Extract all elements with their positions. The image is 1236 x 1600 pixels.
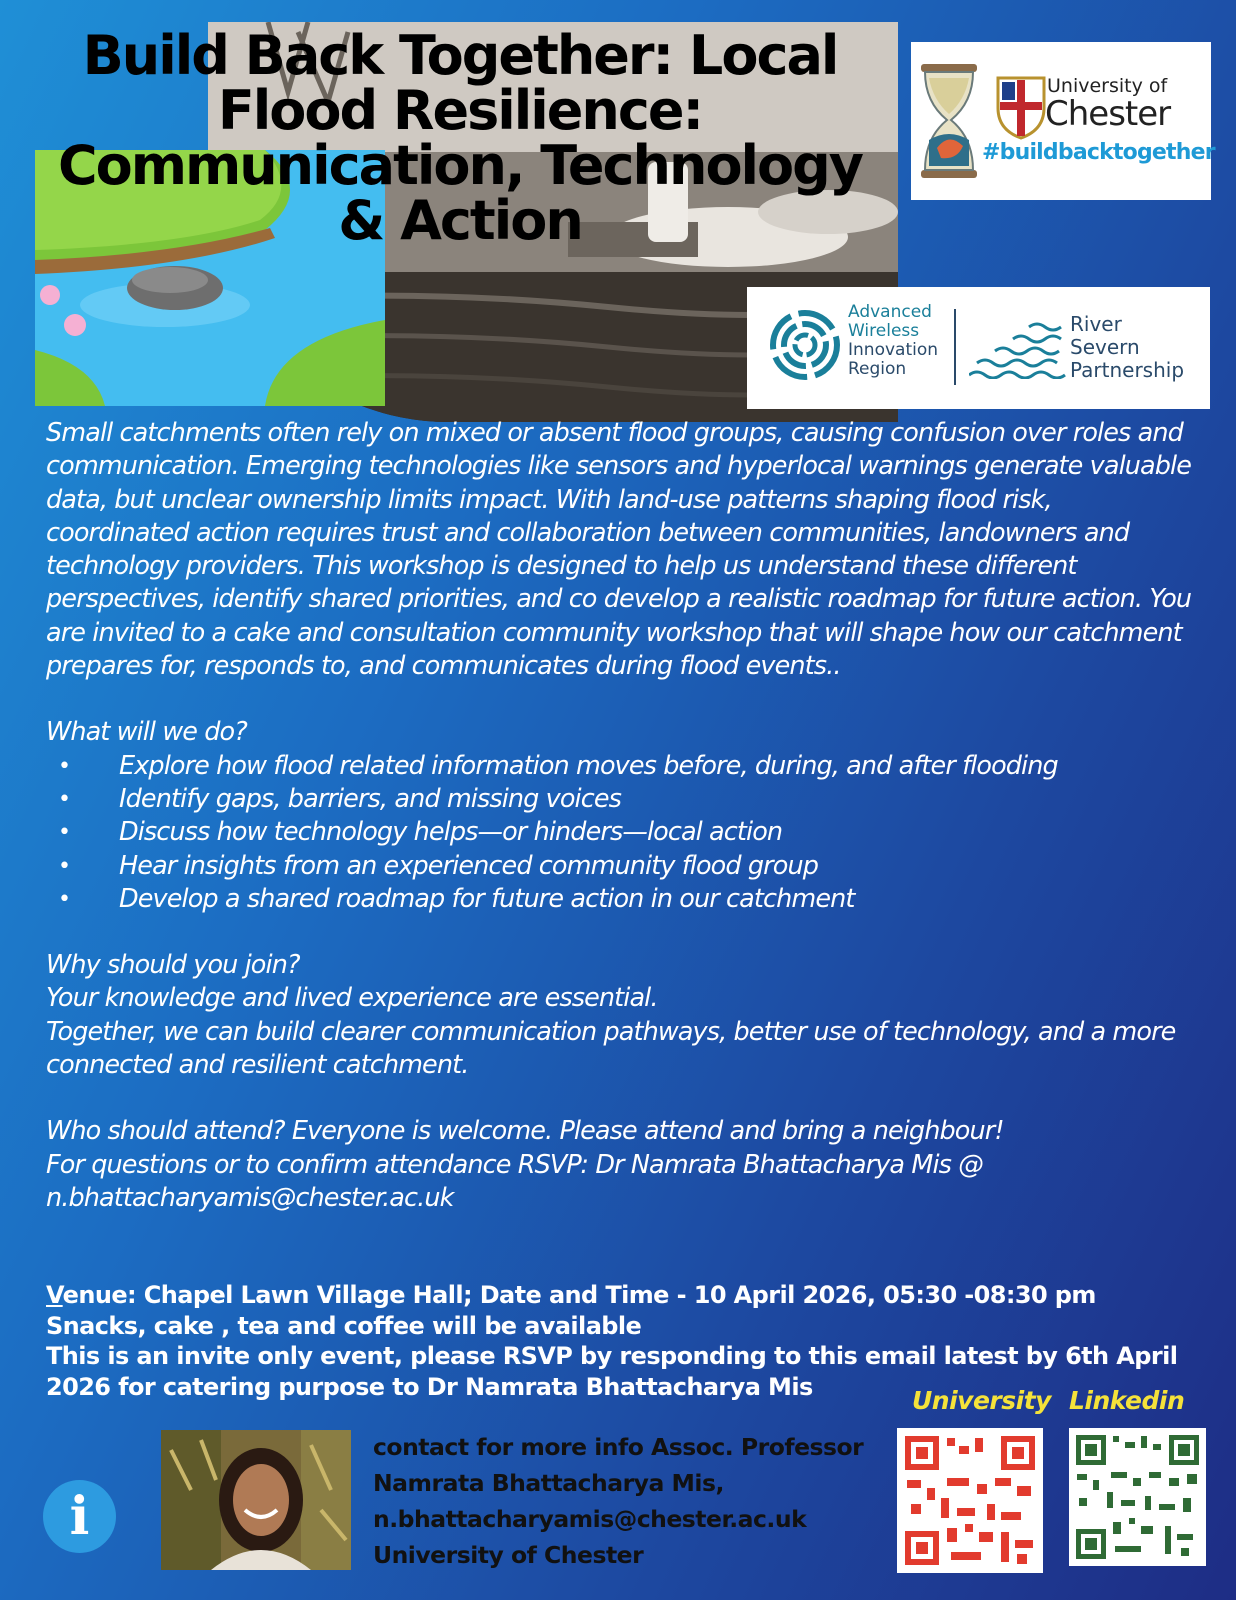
why-line-2: Together, we can build clearer communication pathways, better use of technology, and a more connected and resilient catchment. xyxy=(46,1016,1176,1081)
contact-line-1: contact for more info Assoc. Professor xyxy=(373,1433,864,1461)
awir-line4: Region xyxy=(848,359,907,379)
list-item: • Develop a shared roadmap for future action in our catchment xyxy=(58,883,855,914)
awir-text xyxy=(848,303,938,379)
awir-line2: Wireless xyxy=(848,321,920,341)
university-crest-icon xyxy=(994,74,1048,140)
contact-line-4: University of Chester xyxy=(373,1541,644,1569)
venue-details xyxy=(46,1280,1206,1402)
contact-line-2: Namrata Bhattacharya Mis, xyxy=(373,1469,724,1497)
why-heading: Why should you join? xyxy=(46,950,300,981)
list-item: • Identify gaps, barriers, and missing voices xyxy=(58,783,622,814)
body-text xyxy=(46,417,1196,1215)
contact-photo xyxy=(161,1430,351,1570)
university-qr-label: University xyxy=(912,1386,1051,1415)
venue-line: Venue: Chapel Lawn Village Hall; Date and Time - 10 April 2026, 05:30 -08:30 pm xyxy=(46,1281,1096,1309)
poster-title: Build Back Together: Local Flood Resilience: Communication, Technology & Action xyxy=(57,24,863,252)
logo-divider xyxy=(954,309,956,385)
activity-list xyxy=(46,750,1196,916)
qr-code-icon xyxy=(1069,1428,1206,1566)
university-name-line1: University of xyxy=(1047,75,1168,97)
contact-email[interactable]: n.bhattacharyamis@chester.ac.uk xyxy=(373,1505,807,1533)
awir-logo-icon xyxy=(769,309,841,381)
river-waves-icon xyxy=(969,319,1069,379)
university-name-line2: Chester xyxy=(1045,94,1171,134)
qr-code-icon xyxy=(897,1428,1043,1573)
rsp-text xyxy=(1070,313,1184,382)
contact-info xyxy=(373,1429,893,1573)
list-item: • Explore how flood related information moves before, during, and after flooding xyxy=(58,750,1058,781)
snacks-line: Snacks, cake , tea and coffee will be available xyxy=(46,1311,642,1340)
info-icon: i xyxy=(43,1480,116,1553)
awir-line3: Innovation xyxy=(848,340,939,360)
contact-photo-drawing xyxy=(161,1430,351,1570)
linkedin-qr-code[interactable] xyxy=(1069,1428,1206,1566)
rsvp-line: For questions or to confirm attendance RSVP: Dr Namrata Bhattacharya Mis @ n.bhattacharyamis@chester.ac.uk xyxy=(46,1149,983,1213)
awir-line1: Advanced xyxy=(848,302,932,322)
invite-line: This is an invite only event, please RSVP by responding to this email latest by 6th April 2026 for catering purpose to Dr Namrata Bhattacharya Mis xyxy=(46,1342,1178,1401)
list-item: • Hear insights from an experienced community flood group xyxy=(58,850,818,881)
intro-paragraph: Small catchments often rely on mixed or absent flood groups, causing confusion over roles and communication. Emerging technologies like sensors and hyperlocal warnings generate valuable data, but unclear ownership limits impact. With land-use patterns shaping flood risk, coordinated action requires trust and collaboration between communities, landowners and technology providers. This workshop is designed to help us understand these different perspectives, identify shared priorities, and co develop a realistic roadmap for future action. You are invited to a cake and consultation community workshop that will shape how our catchment prepares for, responds to, and communicates during flood events.. xyxy=(46,418,1192,682)
hourglass-icon xyxy=(917,62,981,180)
hashtag-text: #buildbacktogether xyxy=(982,140,1215,165)
list-item: • Discuss how technology helps—or hinders—local action xyxy=(58,817,783,848)
what-heading: What will we do? xyxy=(46,717,247,748)
rsp-line1: River xyxy=(1070,312,1122,336)
rsp-line2: Severn xyxy=(1070,335,1140,359)
university-qr-code[interactable] xyxy=(897,1428,1043,1573)
who-line: Who should attend? Everyone is welcome. Please attend and bring a neighbour! xyxy=(46,1116,1004,1147)
rsp-line3: Partnership xyxy=(1070,358,1185,382)
why-line-1: Your knowledge and lived experience are essential. xyxy=(46,983,658,1014)
linkedin-qr-label: Linkedin xyxy=(1069,1386,1185,1415)
university-logo-panel xyxy=(911,42,1215,200)
partner-logos-panel xyxy=(747,287,1210,409)
